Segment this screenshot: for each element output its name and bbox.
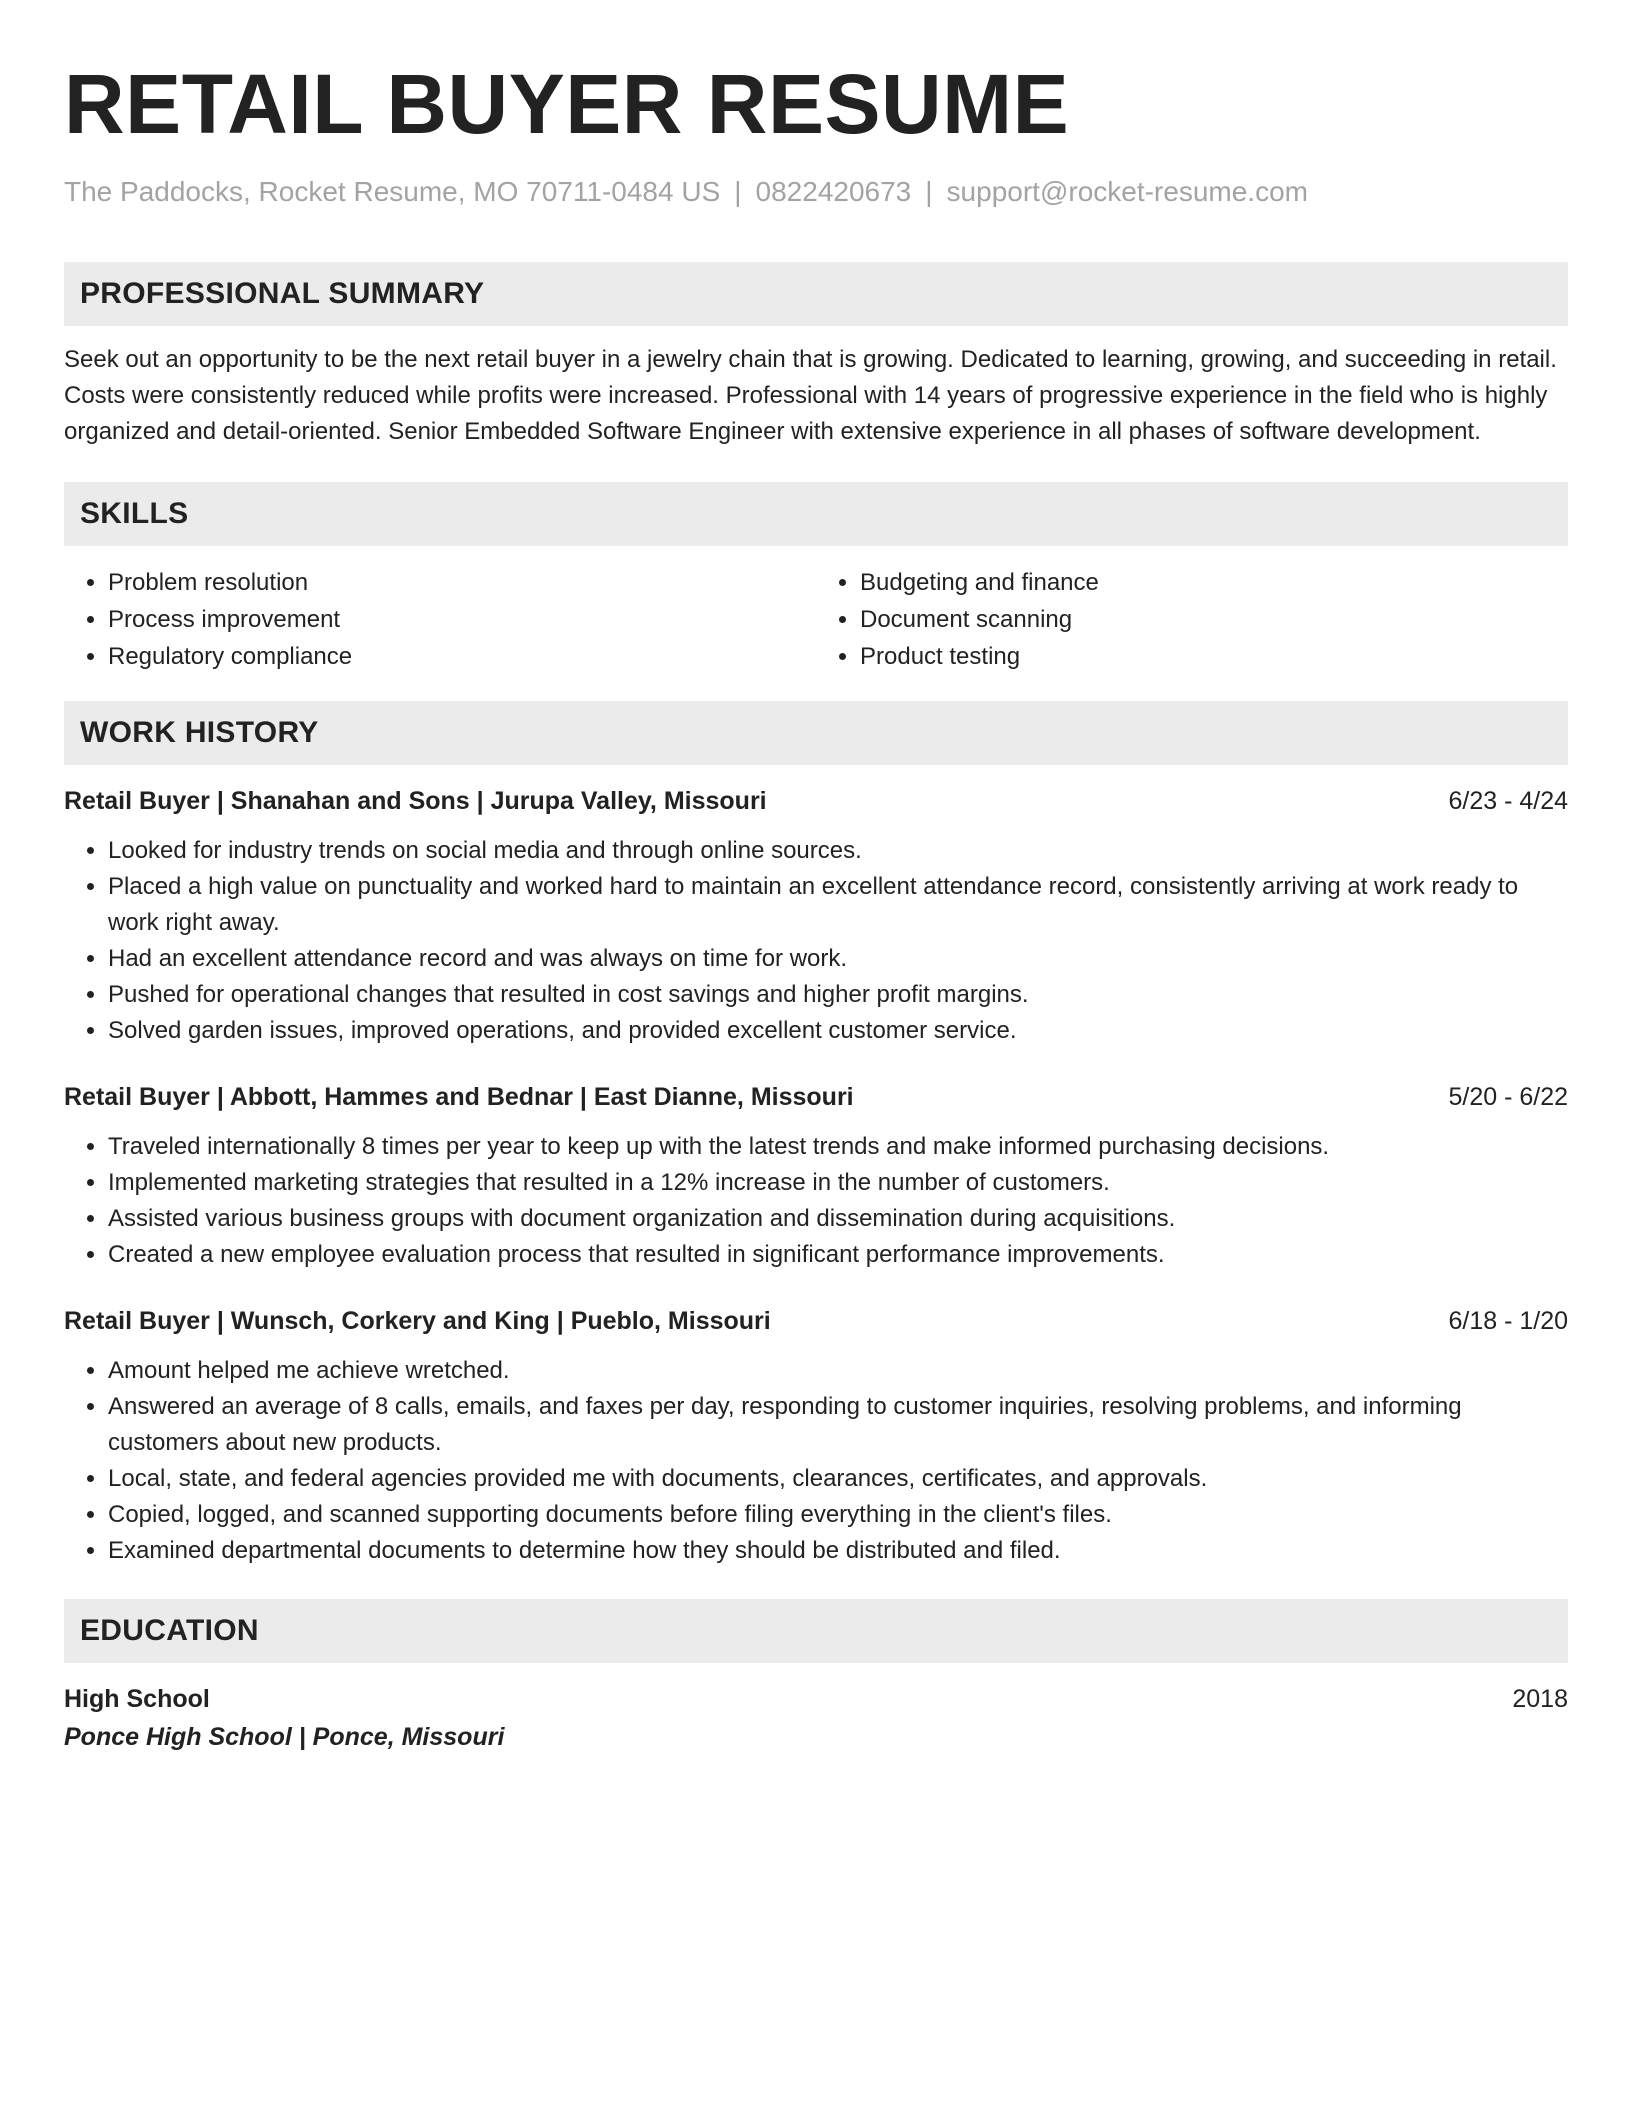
job-dates: 5/20 - 6/22 [1448, 1083, 1568, 1111]
job-entry [64, 1303, 1568, 1569]
education-entry [64, 1681, 1568, 1757]
job-bullet: • Solved garden issues, improved operations, and provided excellent customer service. [108, 1013, 1568, 1049]
contact-phone: 0822420673 [755, 176, 912, 207]
job-bullet: • Pushed for operational changes that resulted in cost savings and higher profit margins. [108, 977, 1568, 1013]
job-bullets [64, 1129, 1568, 1273]
job-bullet: • Amount helped me achieve wretched. [108, 1353, 1568, 1389]
summary-section-header: PROFESSIONAL SUMMARY [64, 262, 1568, 326]
skills-column-left [64, 564, 816, 675]
job-header [64, 1079, 1568, 1115]
skill-item: • Regulatory compliance [108, 638, 816, 675]
job-bullet: • Local, state, and federal agencies provided me with documents, clearances, certificates, and approvals. [108, 1461, 1568, 1497]
contact-address: The Paddocks, Rocket Resume, MO 70711-0484 US [64, 176, 721, 207]
job-bullet: • Implemented marketing strategies that resulted in a 12% increase in the number of customers. [108, 1165, 1568, 1201]
job-bullet: • Looked for industry trends on social media and through online sources. [108, 833, 1568, 869]
education-degree: High School [64, 1685, 210, 1713]
job-bullet: • Examined departmental documents to determine how they should be distributed and filed. [108, 1533, 1568, 1569]
job-bullets [64, 833, 1568, 1049]
skill-item: • Process improvement [108, 601, 816, 638]
education-header [64, 1681, 1568, 1717]
contact-line [64, 174, 1568, 210]
skills-column-right [816, 564, 1568, 675]
job-bullet: • Had an excellent attendance record and was always on time for work. [108, 941, 1568, 977]
education-section-header: EDUCATION [64, 1599, 1568, 1663]
job-bullet: • Created a new employee evaluation process that resulted in significant performance improvements. [108, 1237, 1568, 1273]
skill-item: • Budgeting and finance [860, 564, 1568, 601]
job-header [64, 783, 1568, 819]
education-school: Ponce High School | Ponce, Missouri [64, 1723, 505, 1751]
job-header [64, 1303, 1568, 1339]
work-history-section-header: WORK HISTORY [64, 701, 1568, 765]
job-entry [64, 1079, 1568, 1273]
job-bullet: • Assisted various business groups with document organization and dissemination during acquisitions. [108, 1201, 1568, 1237]
job-title: Retail Buyer | Wunsch, Corkery and King | Pueblo, Missouri [64, 1307, 771, 1335]
summary-text: Seek out an opportunity to be the next retail buyer in a jewelry chain that is growing. Dedicated to learning, growing, and succeeding in retail. Costs were consistently reduced while profits were increased. Professional with 14 years of progressive experience in the field who is highly organized and detail-oriented. Senior Embedded Software Engineer with extensive experience in all phases of software development. [64, 346, 1557, 445]
job-bullet: • Answered an average of 8 calls, emails, and faxes per day, responding to customer inquiries, resolving problems, and informing customers about new products. [108, 1389, 1568, 1461]
skills-list [64, 564, 1568, 675]
skill-item: • Product testing [860, 638, 1568, 675]
contact-separator: | [734, 176, 742, 207]
job-dates: 6/23 - 4/24 [1448, 787, 1568, 815]
skill-item: • Problem resolution [108, 564, 816, 601]
job-bullet: • Placed a high value on punctuality and worked hard to maintain an excellent attendance record, consistently arriving at work ready to work right away. [108, 869, 1568, 941]
resume-title: RETAIL BUYER RESUME [64, 57, 1070, 151]
job-bullet: • Copied, logged, and scanned supporting documents before filing everything in the client's files. [108, 1497, 1568, 1533]
job-title: Retail Buyer | Shanahan and Sons | Jurupa Valley, Missouri [64, 787, 767, 815]
skill-item: • Document scanning [860, 601, 1568, 638]
education-year: 2018 [1512, 1685, 1568, 1713]
contact-email: support@rocket-resume.com [946, 176, 1308, 207]
job-bullet: • Traveled internationally 8 times per year to keep up with the latest trends and make informed purchasing decisions. [108, 1129, 1568, 1165]
job-dates: 6/18 - 1/20 [1448, 1307, 1568, 1335]
job-bullets [64, 1353, 1568, 1569]
contact-separator: | [925, 176, 933, 207]
job-entry [64, 783, 1568, 1049]
skills-section-header: SKILLS [64, 482, 1568, 546]
job-title: Retail Buyer | Abbott, Hammes and Bednar | East Dianne, Missouri [64, 1083, 854, 1111]
